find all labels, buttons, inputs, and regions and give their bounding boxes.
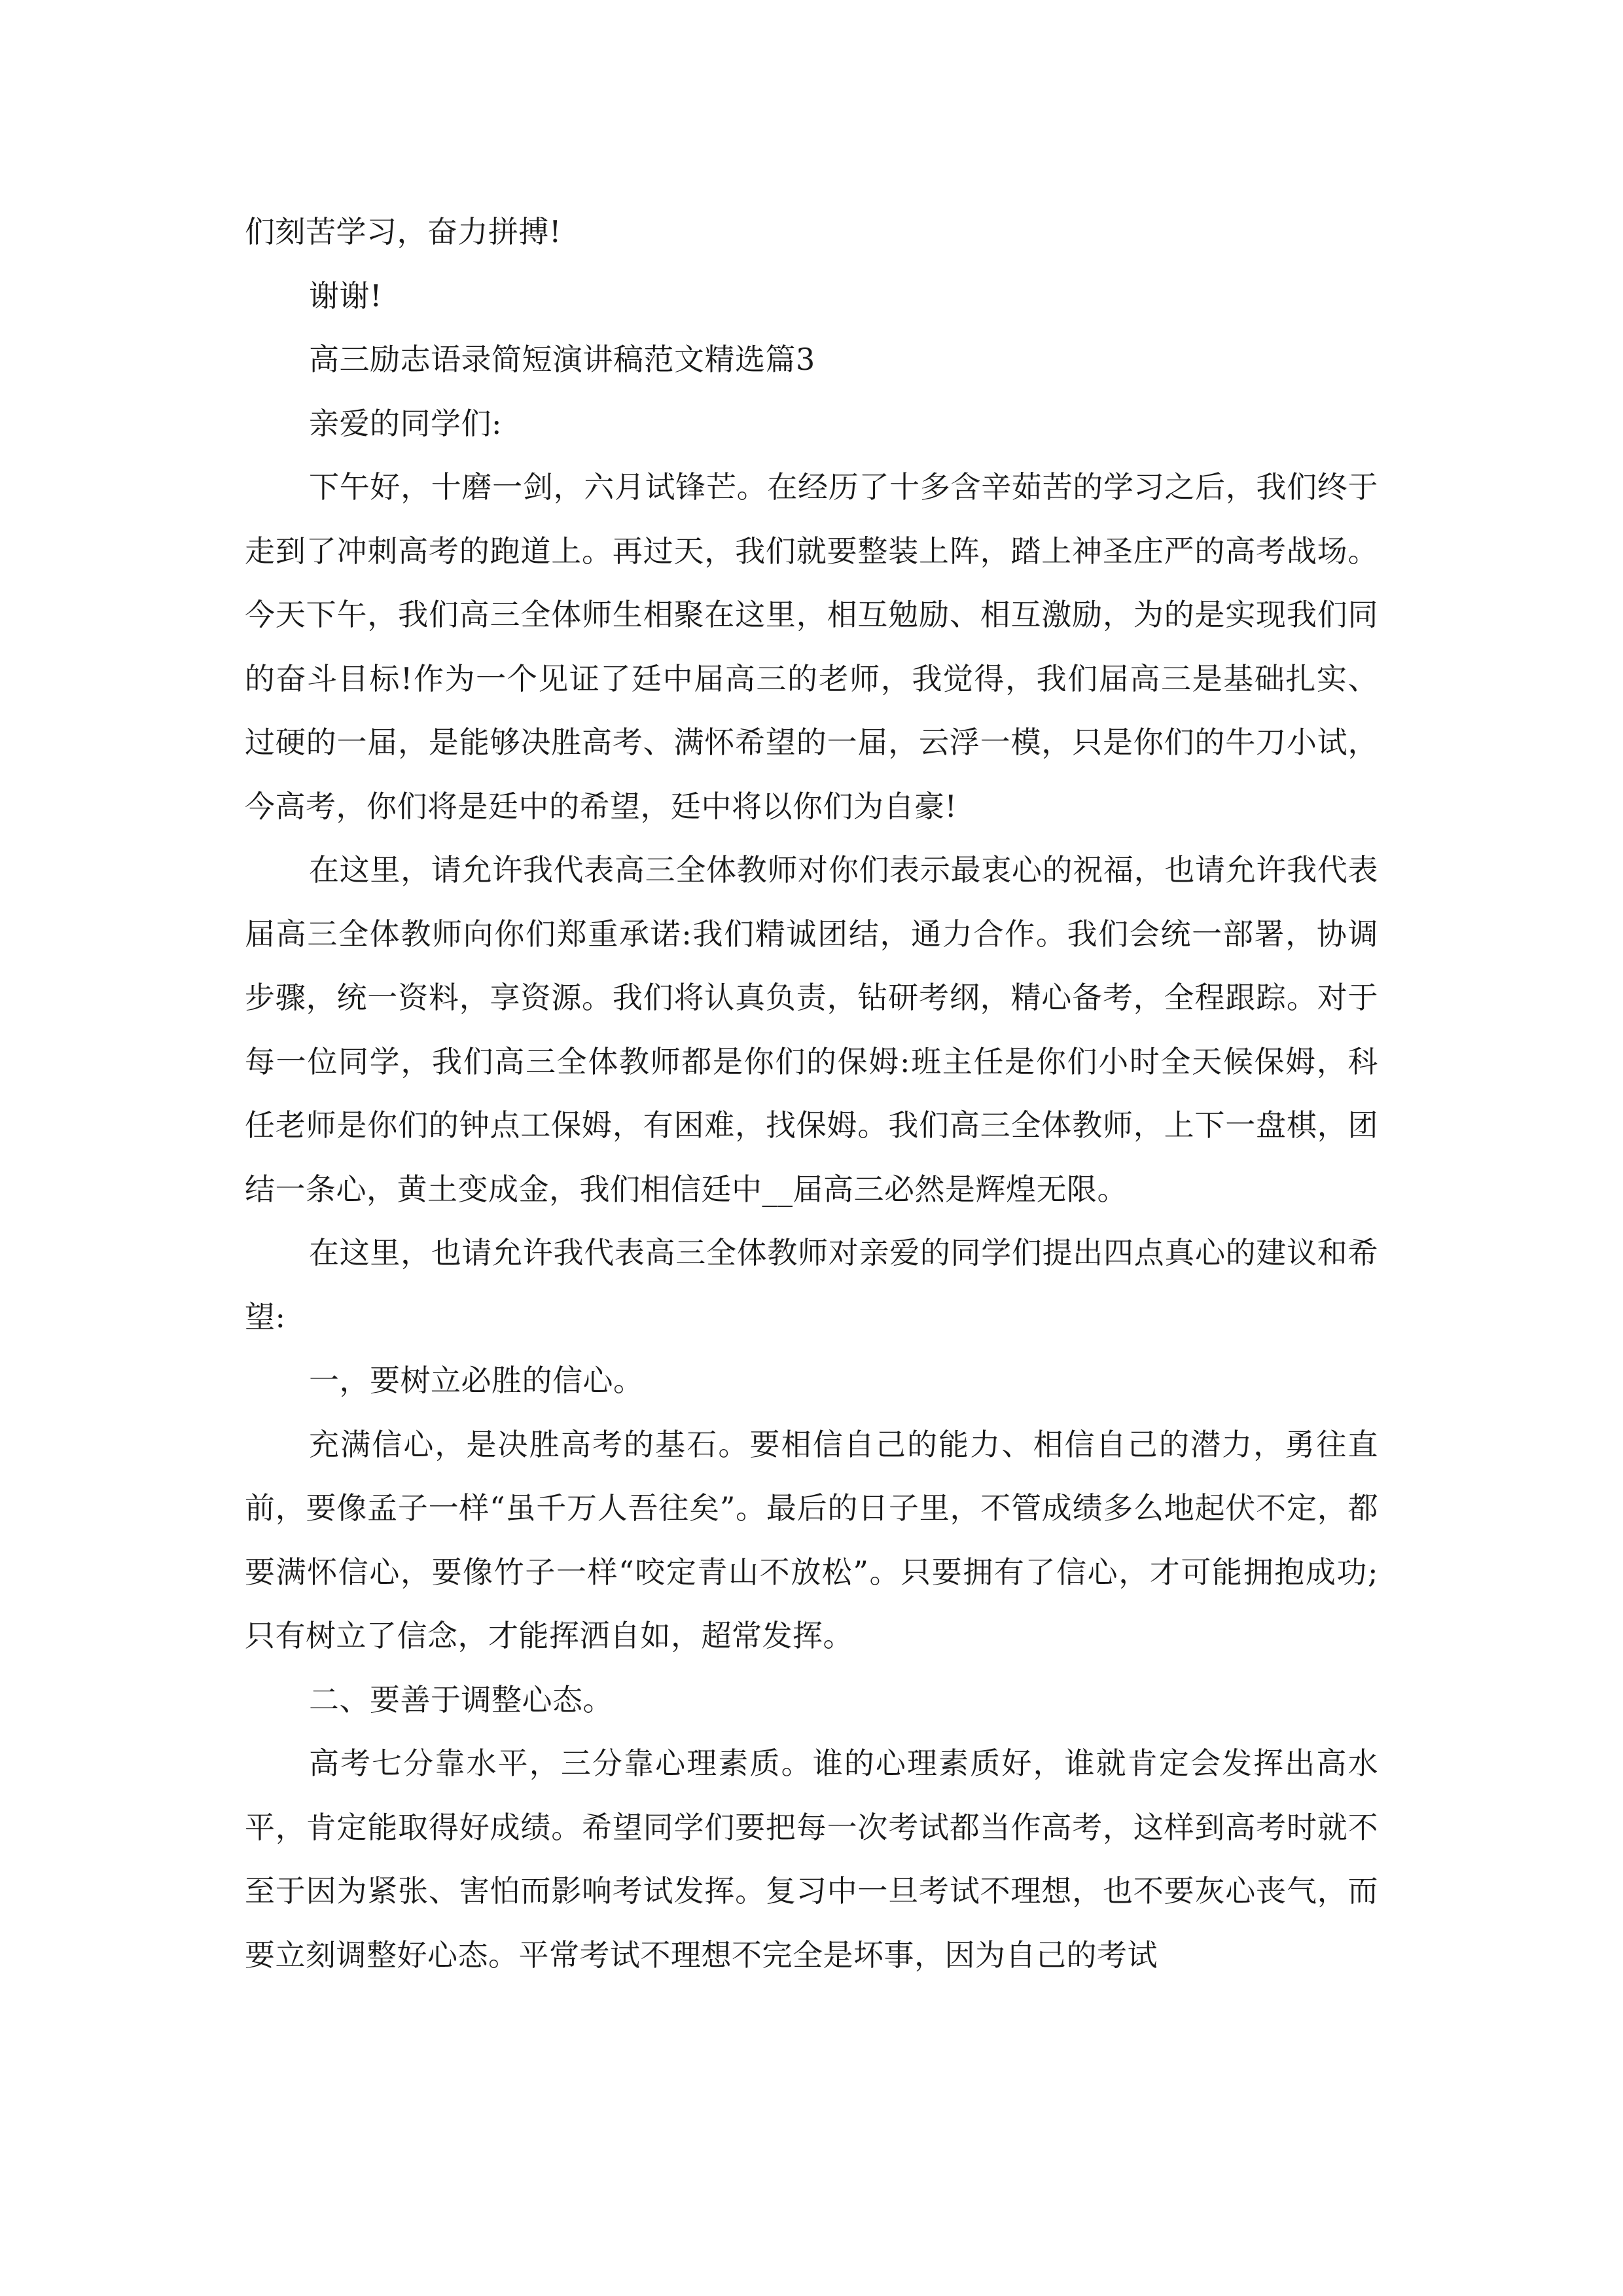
paragraph-7: 在这里，也请允许我代表高三全体教师对亲爱的同学们提出四点真心的建议和希望: [245, 1235, 1378, 1335]
paragraph-5: 下午好，十磨一剑，六月试锋芒。在经历了十多含辛茹苦的学习之后，我们终于走到了冲刺高考的跑道上。再过天，我们就要整装上阵，踏上神圣庄严的高考战场。今天下午，我们高三全体师生相聚在这里，相互勉励、相互激励，为的是实现我们同的奋斗目标!作为一个见证了廷中届高三的老师，我觉得，我们届高三是基础扎实、过硬的一届，是能够决胜高考、满怀希望的一届，云浮一模，只是你们的牛刀小试，今高考，你们将是廷中的希望，廷中将以你们为自豪! [245, 469, 1378, 824]
salutation: 亲爱的同学们: [309, 405, 502, 441]
paragraph-1: 们刻苦学习，奋力拼搏! [245, 214, 562, 249]
section-heading-3: 高三励志语录简短演讲稿范文精选篇3 [309, 342, 815, 377]
document-body [245, 200, 1378, 1987]
paragraph-6: 在这里，请允许我代表高三全体教师对你们表示最衷心的祝福，也请允许我代表届高三全体教师向你们郑重承诺:我们精诚团结，通力合作。我们会统一部署，协调步骤，统一资料，享资源。我们将认真负责，钻研考纲，精心备考，全程跟踪。对于每一位同学，我们高三全体教师都是你们的保姆:班主任是你们小时全天候保姆，科任老师是你们的钟点工保姆，有困难，找保姆。我们高三全体教师，上下一盘棋，团结一条心，黄土变成金，我们相信廷中__届高三必然是辉煌无限。 [245, 852, 1378, 1207]
paragraph-2: 谢谢! [309, 278, 382, 314]
point-2-heading: 二、要善于调整心态。 [309, 1681, 613, 1717]
paragraph-11: 高考七分靠水平，三分靠心理素质。谁的心理素质好，谁就肯定会发挥出高水平，肯定能取得好成绩。希望同学们要把每一次考试都当作高考，这样到高考时就不至于因为紧张、害怕而影响考试发挥。复习中一旦考试不理想，也不要灰心丧气，而要立刻调整好心态。平常考试不理想不完全是坏事，因为自己的考试 [245, 1746, 1378, 1973]
point-1-heading: 一，要树立必胜的信心。 [309, 1363, 644, 1398]
paragraph-9: 充满信心，是决胜高考的基石。要相信自己的能力、相信自己的潜力，勇往直前，要像孟子一样“虽千万人吾往矣”。最后的日子里，不管成绩多么地起伏不定，都要满怀信心，要像竹子一样“咬定青山不放松”。只要拥有了信心，才可能拥抱成功;只有树立了信念，才能挥洒自如，超常发挥。 [245, 1426, 1378, 1653]
